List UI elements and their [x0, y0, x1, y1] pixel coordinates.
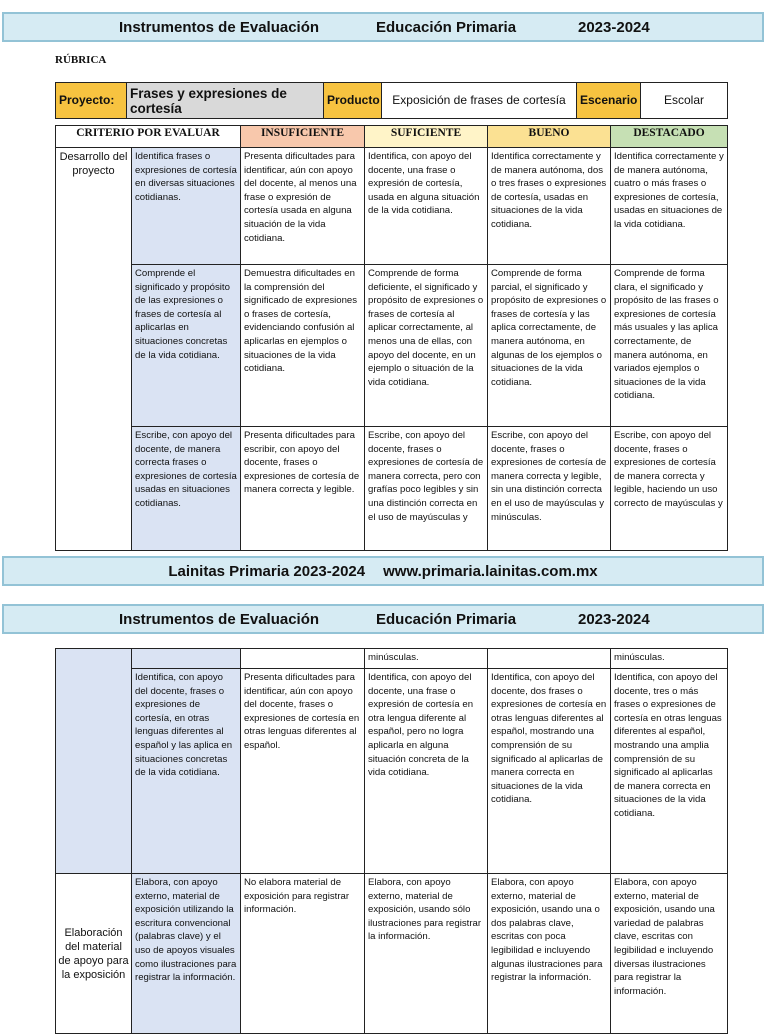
suficiente-cell: Identifica, con apoyo del docente, una frase o expresión de cortesía en otra lengua diferente al español, pero no logra aplicarla en alguna situación concreta de la vida cotidiana. — [365, 669, 488, 874]
bueno-cell: Elabora, con apoyo externo, material de exposición, usando una o dos palabras clave, escritas con poca legibilidad e incluyendo algunas ilustraciones para registrar la información. — [488, 874, 611, 1034]
rubrica-title: RÚBRICA — [55, 54, 107, 66]
indicator-cell: Elabora, con apoyo externo, material de exposición utilizando la escritura convencional (palabras clave) y el uso de apoyos visuales como ilustraciones para registrar la información. — [132, 874, 241, 1034]
table-row — [56, 427, 728, 551]
bueno-cell: Identifica, con apoyo del docente, dos frases o expresiones de cortesía en otras lenguas diferentes al español, mostrando una comprensión de su significado al aplicarlas de manera correcta en situaciones de la vida cotidiana. — [488, 669, 611, 874]
table-row — [56, 874, 728, 1034]
suficiente-cell: Comprende de forma deficiente, el significado y propósito de expresiones o frases de cortesía al aplicar correctamente, al menos una de ellas, con apoyo del docente, en un ejemplo o situación de la vida cotidiana. — [365, 265, 488, 427]
suficiente-cell: Identifica, con apoyo del docente, una frase o expresión de cortesía, usada en alguna situación de la vida cotidiana. — [365, 148, 488, 265]
table-row — [56, 669, 728, 874]
destacado-cell: Identifica, con apoyo del docente, tres o más frases o expresiones de cortesía en otras lenguas diferentes al español, mostrando una amplia comprensión de su significado al aplicarlas de manera correcta en situaciones de la vida cotidiana. — [611, 669, 728, 874]
header-year: 2023-2024 — [578, 18, 650, 36]
header-instruments: Instrumentos de Evaluación — [119, 610, 320, 628]
column-suficiente: SUFICIENTE — [365, 126, 488, 148]
page-footer-banner — [2, 556, 764, 586]
bueno-cell — [488, 649, 611, 669]
project-name: Frases y expresiones de cortesía — [127, 83, 324, 119]
indicator-cell: Comprende el significado y propósito de las expresiones o frases de cortesía al aplicarlas en situaciones concretas de la vida cotidiana. — [132, 265, 241, 427]
table-row — [56, 649, 728, 669]
bueno-cell: Identifica correctamente y de manera autónoma, dos o tres frases o expresiones de cortesía, usadas en situaciones de la vida cotidiana. — [488, 148, 611, 265]
header-instruments: Instrumentos de Evaluación — [119, 18, 320, 36]
rubric-table-page-1 — [55, 125, 728, 551]
insuficiente-cell: No elabora material de exposición para registrar información. — [241, 874, 365, 1034]
suficiente-cell: Elabora, con apoyo externo, material de exposición, usando sólo ilustraciones para registrar la información. — [365, 874, 488, 1034]
page-2-header-banner — [2, 604, 764, 634]
header-year: 2023-2024 — [578, 610, 650, 628]
project-info-table — [55, 82, 728, 119]
indicator-cell: Identifica frases o expresiones de cortesía en diversas situaciones cotidianas. — [132, 148, 241, 265]
bueno-cell: Escribe, con apoyo del docente, frases o expresiones de cortesía de manera correcta y legible, sin una distinción correcta en el uso de mayúsculas y minúsculas. — [488, 427, 611, 551]
header-level: Educación Primaria — [376, 18, 517, 36]
insuficiente-cell: Presenta dificultades para escribir, con apoyo del docente, frases o expresiones de cortesía de manera correcta y legible. — [241, 427, 365, 551]
table-row — [56, 265, 728, 427]
insuficiente-cell — [241, 649, 365, 669]
destacado-cell: Comprende de forma clara, el significado y propósito de las frases o expresiones de cortesía más usuales y las aplica correctamente, de manera autónoma, en variados ejemplos o situaciones de la vida cotidiana. — [611, 265, 728, 427]
criterion-continuation — [56, 649, 132, 874]
product-value: Exposición de frases de cortesía — [382, 83, 577, 119]
rubric-table-page-2 — [55, 648, 728, 1034]
destacado-cell: Elabora, con apoyo externo, material de exposición, usando una variedad de palabras clave, escritas con legibilidad e incluyendo diversas ilustraciones para registrar la información. — [611, 874, 728, 1034]
footer-brand: Lainitas Primaria 2023-2024 — [168, 562, 366, 580]
suficiente-cell: Escribe, con apoyo del docente, frases o expresiones de cortesía de manera correcta, pero con grafías poco legibles y sin una distinción correcta en el uso de mayúsculas y — [365, 427, 488, 551]
product-label: Producto — [324, 83, 382, 119]
criterion-elaboracion: Elaboración del material de apoyo para la exposición — [56, 874, 132, 1034]
column-criterio: CRITERIO POR EVALUAR — [56, 126, 241, 148]
indicator-cell: Identifica, con apoyo del docente, frases o expresiones de cortesía, en otras lenguas diferentes al español y las aplica en situaciones concretas de la vida cotidiana. — [132, 669, 241, 874]
header-level: Educación Primaria — [376, 610, 517, 628]
destacado-cell: Escribe, con apoyo del docente, frases o expresiones de cortesía de manera correcta y legible, haciendo un uso correcto de mayúsculas y — [611, 427, 728, 551]
indicator-cell: Escribe, con apoyo del docente, de manera correcta frases o expresiones de cortesía usadas en situaciones cotidianas. — [132, 427, 241, 551]
insuficiente-cell: Presenta dificultades para identificar, aún con apoyo del docente, frases o expresiones de cortesía en otras lenguas diferentes al español. — [241, 669, 365, 874]
insuficiente-cell: Demuestra dificultades en la comprensión del significado de expresiones o frases de cortesía, evidenciando confusión al aplicarlas en ejemplos o situaciones de la vida cotidiana. — [241, 265, 365, 427]
insuficiente-cell: Presenta dificultades para identificar, aún con apoyo del docente, al menos una frase o expresión de cortesía usada en alguna situación de la vida cotidiana. — [241, 148, 365, 265]
project-label: Proyecto: — [56, 83, 127, 119]
scenario-value: Escolar — [641, 83, 728, 119]
destacado-cell: Identifica correctamente y de manera autónoma, cuatro o más frases o expresiones de cortesía, usadas en situaciones de la vida cotidiana. — [611, 148, 728, 265]
indicator-cell — [132, 649, 241, 669]
page-header-banner — [2, 12, 764, 42]
destacado-cell: minúsculas. — [611, 649, 728, 669]
footer-url: www.primaria.lainitas.com.mx — [383, 562, 598, 580]
column-insuficiente: INSUFICIENTE — [241, 126, 365, 148]
criterion-desarrollo: Desarrollo del proyecto — [56, 148, 132, 551]
column-bueno: BUENO — [488, 126, 611, 148]
table-row — [56, 148, 728, 265]
column-destacado: DESTACADO — [611, 126, 728, 148]
suficiente-cell: minúsculas. — [365, 649, 488, 669]
scenario-label: Escenario — [577, 83, 641, 119]
bueno-cell: Comprende de forma parcial, el significado y propósito de expresiones o frases de cortesía y las aplica correctamente, de manera autónoma, en algunas de los ejemplos o situaciones de la vida cotidiana. — [488, 265, 611, 427]
